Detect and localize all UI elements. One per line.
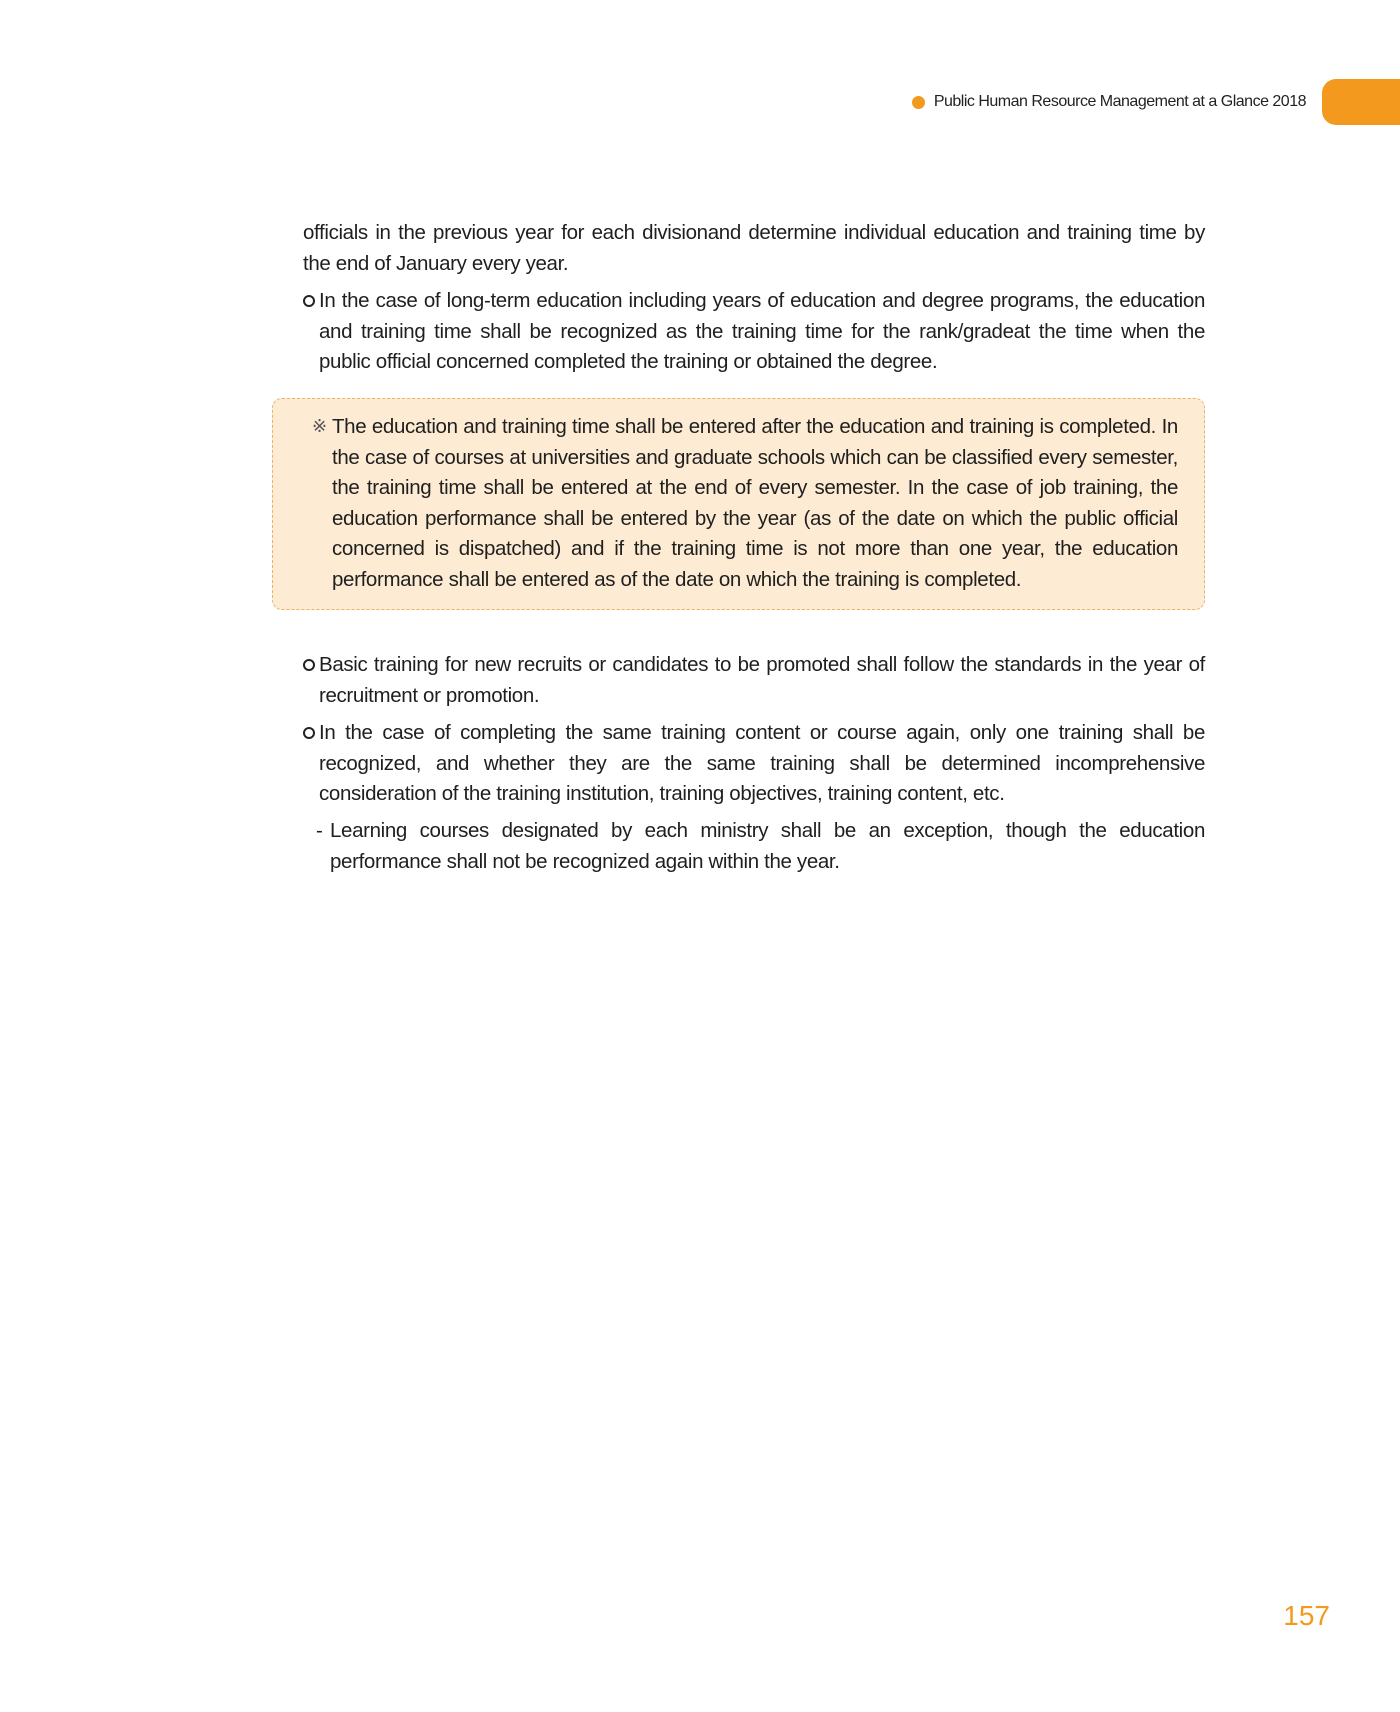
orange-dot-icon bbox=[912, 96, 925, 109]
bullet-basic-training bbox=[303, 650, 1205, 711]
dash-item-text: Learning courses designated by each ministry shall be an exception, though the education performance shall not be recognized again within the year. bbox=[330, 819, 1205, 873]
circle-bullet-icon bbox=[303, 727, 315, 739]
note-paragraph bbox=[312, 412, 1178, 595]
running-header bbox=[700, 90, 1306, 114]
bullet-long-term-education bbox=[303, 286, 1205, 378]
dash-item-learning-courses bbox=[316, 816, 1205, 877]
bullet-same-training bbox=[303, 718, 1205, 810]
dash-mark: - bbox=[316, 819, 323, 842]
chapter-tab bbox=[1322, 79, 1400, 125]
circle-bullet-icon bbox=[303, 659, 315, 671]
running-header-title: Public Human Resource Management at a Glance 2018 bbox=[933, 93, 1306, 110]
page-number: 157 bbox=[1283, 1600, 1330, 1631]
note-text: The education and training time shall be entered after the education and training is completed. In the case of courses at universities and graduate schools which can be classified every semester, the training time shall be entered at the end of every semester. In the case of job training, the education performance shall be entered by the year (as of the date on which the public official concerned is dispatched) and if the training time is not more than one year, the education performance shall be entered as of the date on which the training is completed. bbox=[332, 415, 1178, 591]
bullet-text: Basic training for new recruits or candidates to be promoted shall follow the standards in the year of recruitment or promotion. bbox=[319, 653, 1205, 707]
continuation-paragraph: officials in the previous year for each divisionand determine individual education and training time by the end of January every year. bbox=[303, 221, 1205, 275]
reference-mark-icon: ※ bbox=[312, 416, 327, 437]
circle-bullet-icon bbox=[303, 295, 315, 307]
bullet-text: In the case of long-term education including years of education and degree programs, the education and training time shall be recognized as the training time for the rank/gradeat the time when the public official concerned completed the training or obtained the degree. bbox=[319, 289, 1205, 373]
bullet-text: In the case of completing the same training content or course again, only one training shall be recognized, and whether they are the same training shall be determined incomprehensive consideration of the training institution, training objectives, training content, etc. bbox=[319, 721, 1205, 805]
